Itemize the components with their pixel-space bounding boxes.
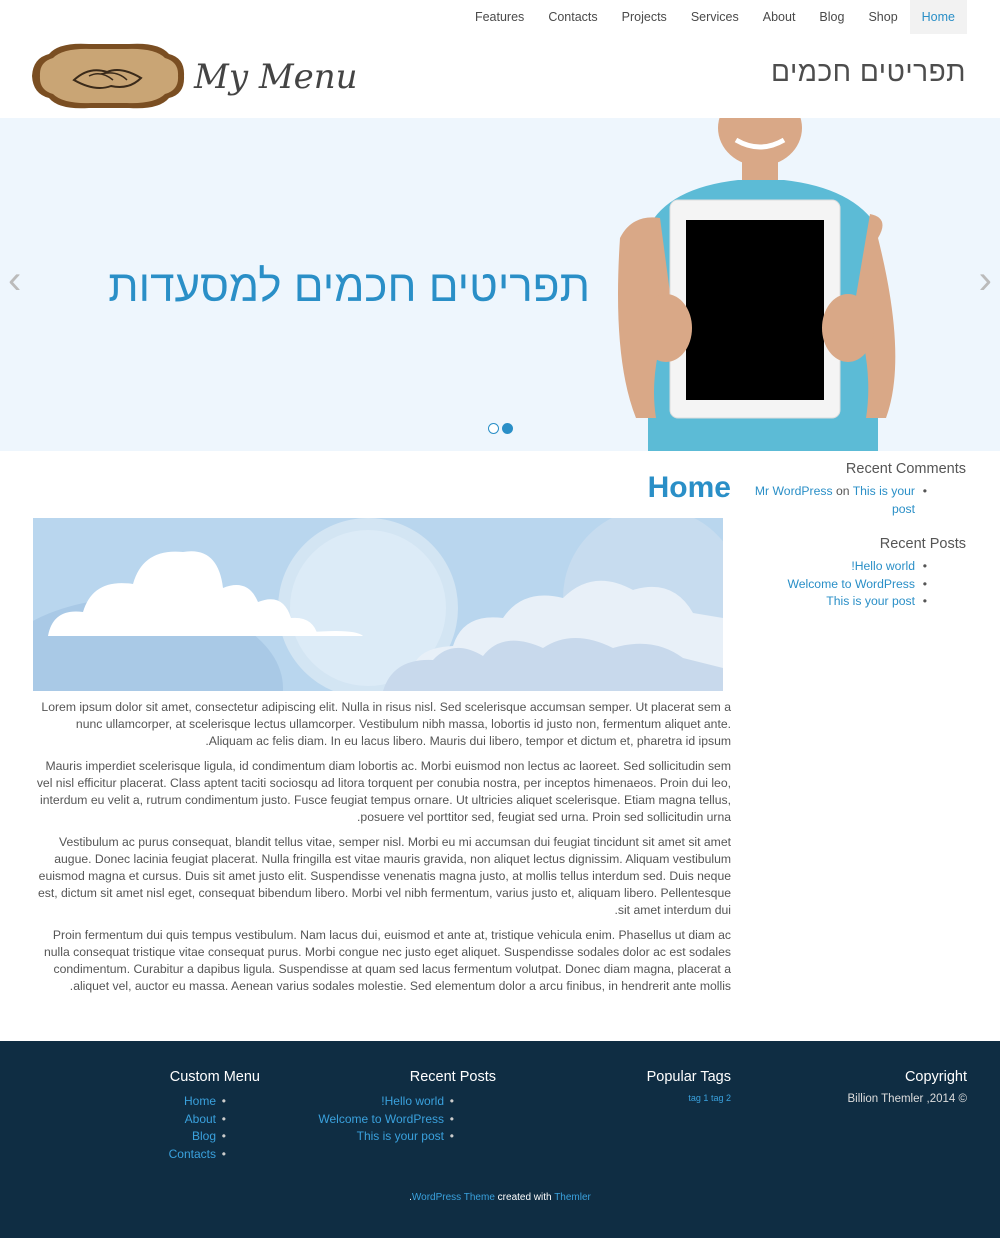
recent-post-link[interactable]: Welcome to WordPress <box>787 576 915 591</box>
list-item <box>60 1111 216 1129</box>
nav-home[interactable]: Home <box>910 0 967 34</box>
paragraph-3: Vestibulum ac purus consequat, blandit tellus vitae, semper nisl. Morbi eu mi accumsan dui feugiat tincidunt sit amet sit amet augue. Donec lacinia feugiat placerat. Nulla fringilla est vitae mauris gravida, non aliquet lectus dignissim. Aliquam vestibulum euismod magna et cursus. Duis sit amet justo elit. Suspendisse venenatis magna justo, at mollis tellus interdum sed. Duis neque est, dictum sit amet nisl eget, consequat bibendum libero. Morbi vel nibh fermentum, varius justo et, aliquam libero. Pellentesque sit amet interdum dui. <box>37 835 731 917</box>
footer-copyright <box>767 1069 967 1105</box>
slider-dots <box>488 423 513 434</box>
tag-cloud <box>531 1093 731 1103</box>
comment-on-text: on <box>835 484 850 498</box>
page-title: Home <box>647 471 731 504</box>
footer-menu-home[interactable]: Home <box>183 1094 216 1108</box>
list-item <box>60 1146 216 1164</box>
footer-copyright-title: Copyright <box>904 1069 967 1085</box>
copyright-text: © 2014, Billion Themler <box>847 1093 967 1105</box>
recent-comments-list <box>736 483 966 518</box>
list-item <box>736 558 915 576</box>
footer-post-link[interactable]: This is your post <box>356 1129 444 1143</box>
site-title: תפריטים חכמים <box>771 56 966 87</box>
footer-recent-list <box>296 1093 496 1146</box>
list-item <box>60 1093 216 1111</box>
paragraph-4: Proin fermentum dui quis tempus vestibulum. Nam lacus dui, euismod et ante at, tristique vehicula enim. Phasellus ut diam ac nulla consequat tristique vitae consequat purus. Morbi congue nec justo eget aliquet. Suspendisse sodales dolor ac est sodales condimentum. Curabitur a dapibus ligula. Suspendisse at quam sed lacus fermentum volutpat. Donec diam magna, placerat a aliquet vel, auctor eu massa. Aenean varius sodales molestie. Sed elementum dolor a arcu finibus, in hendrerit ante mollis. <box>44 928 731 993</box>
nav-projects[interactable]: Projects <box>621 10 667 24</box>
footer-menu-contacts[interactable]: Contacts <box>168 1146 216 1161</box>
footer-tags <box>531 1069 731 1103</box>
footer-menu-list <box>60 1093 260 1163</box>
tag-link[interactable]: tag 1 <box>688 1093 709 1103</box>
slide-caption: תפריטים חכמים למסעדות <box>108 262 590 311</box>
sidebar <box>736 461 966 629</box>
footer-custom-menu <box>60 1069 260 1163</box>
post-content <box>33 699 731 1003</box>
nav-about[interactable]: About <box>762 10 796 24</box>
footer-menu-title: Custom Menu <box>169 1069 260 1085</box>
comment-author-link[interactable]: Mr WordPress <box>754 484 833 498</box>
recent-comments-title: Recent Comments <box>845 461 966 477</box>
list-item <box>736 593 915 611</box>
comment-item <box>736 483 915 518</box>
wordpress-theme-link[interactable]: WordPress Theme <box>411 1192 495 1203</box>
footer-credits <box>0 1192 1000 1203</box>
credits-mid: created with <box>497 1192 552 1203</box>
site-logo[interactable] <box>29 40 389 112</box>
recent-post-link[interactable]: Hello world! <box>851 559 915 573</box>
slider-next-arrow[interactable]: › <box>978 258 992 302</box>
list-item <box>60 1128 216 1146</box>
nav-shop[interactable]: Shop <box>868 10 898 24</box>
slider-dot-2[interactable] <box>502 423 513 434</box>
footer-tags-title: Popular Tags <box>646 1069 731 1085</box>
nav-services[interactable]: Services <box>690 10 739 24</box>
top-nav <box>463 0 967 34</box>
logo-graphic <box>29 40 389 112</box>
credits-end: . <box>409 1192 412 1203</box>
list-item <box>296 1093 444 1111</box>
tag-link[interactable]: tag 2 <box>710 1093 731 1103</box>
footer-recent-posts <box>296 1069 496 1146</box>
footer-menu-about[interactable]: About <box>184 1111 216 1126</box>
footer-post-link[interactable]: Welcome to WordPress <box>318 1111 444 1126</box>
footer <box>0 1041 1000 1238</box>
recent-posts-list <box>736 558 966 611</box>
footer-recent-title: Recent Posts <box>409 1069 496 1085</box>
slider-prev-arrow[interactable]: ‹ <box>8 258 22 302</box>
paragraph-1: Lorem ipsum dolor sit amet, consectetur adipiscing elit. Nulla in risus nisl. Sed scelerisque accumsan semper. Ut placerat sem a nunc ullamcorper, at scelerisque lectus ullamcorper. Vestibulum nibh massa, lobortis id justo non, fermentum aliquet ante. Aliquam ac felis diam. In eu lacus libero. Mauris dui libero, tempor et dictum et, pharetra id ipsum. <box>41 700 731 748</box>
nav-features[interactable]: Features <box>474 10 525 24</box>
sky-clouds-image <box>33 518 723 691</box>
comment-post-link[interactable]: This is your post <box>852 484 915 516</box>
hero-slider <box>0 118 1000 451</box>
nav-contacts[interactable]: Contacts <box>548 10 598 24</box>
list-item <box>296 1128 444 1146</box>
nav-blog[interactable]: Blog <box>819 10 845 24</box>
footer-menu-blog[interactable]: Blog <box>191 1129 216 1143</box>
logo-text: My Menu <box>194 57 358 97</box>
footer-post-link[interactable]: Hello world! <box>381 1094 444 1108</box>
paragraph-2: Mauris imperdiet scelerisque ligula, id condimentum diam lobortis ac. Morbi euismod non lectus ac laoreet. Sed sollicitudin sem vel nisl efficitur placerat. Class aptent taciti sociosqu ad litora torquent per conubia nostra, per inceptos himenaeos. Proin dui leo, interdum eu velit a, rutrum condimentum justo. Fusce feugiat tempus ornare. Ut ultricies aliquet scelerisque. Etiam magna tellus, posuere vel porttitor sed, feugiat sed urna. Proin sed sollicitudin urna. <box>36 759 731 824</box>
list-item <box>296 1111 444 1129</box>
slider-dot-1[interactable] <box>488 423 499 434</box>
woman-with-tablet-image <box>608 118 898 451</box>
list-item <box>736 576 915 594</box>
themler-link[interactable]: Themler <box>554 1192 591 1203</box>
recent-posts-title: Recent Posts <box>879 536 966 552</box>
recent-post-link[interactable]: This is your post <box>826 594 915 608</box>
